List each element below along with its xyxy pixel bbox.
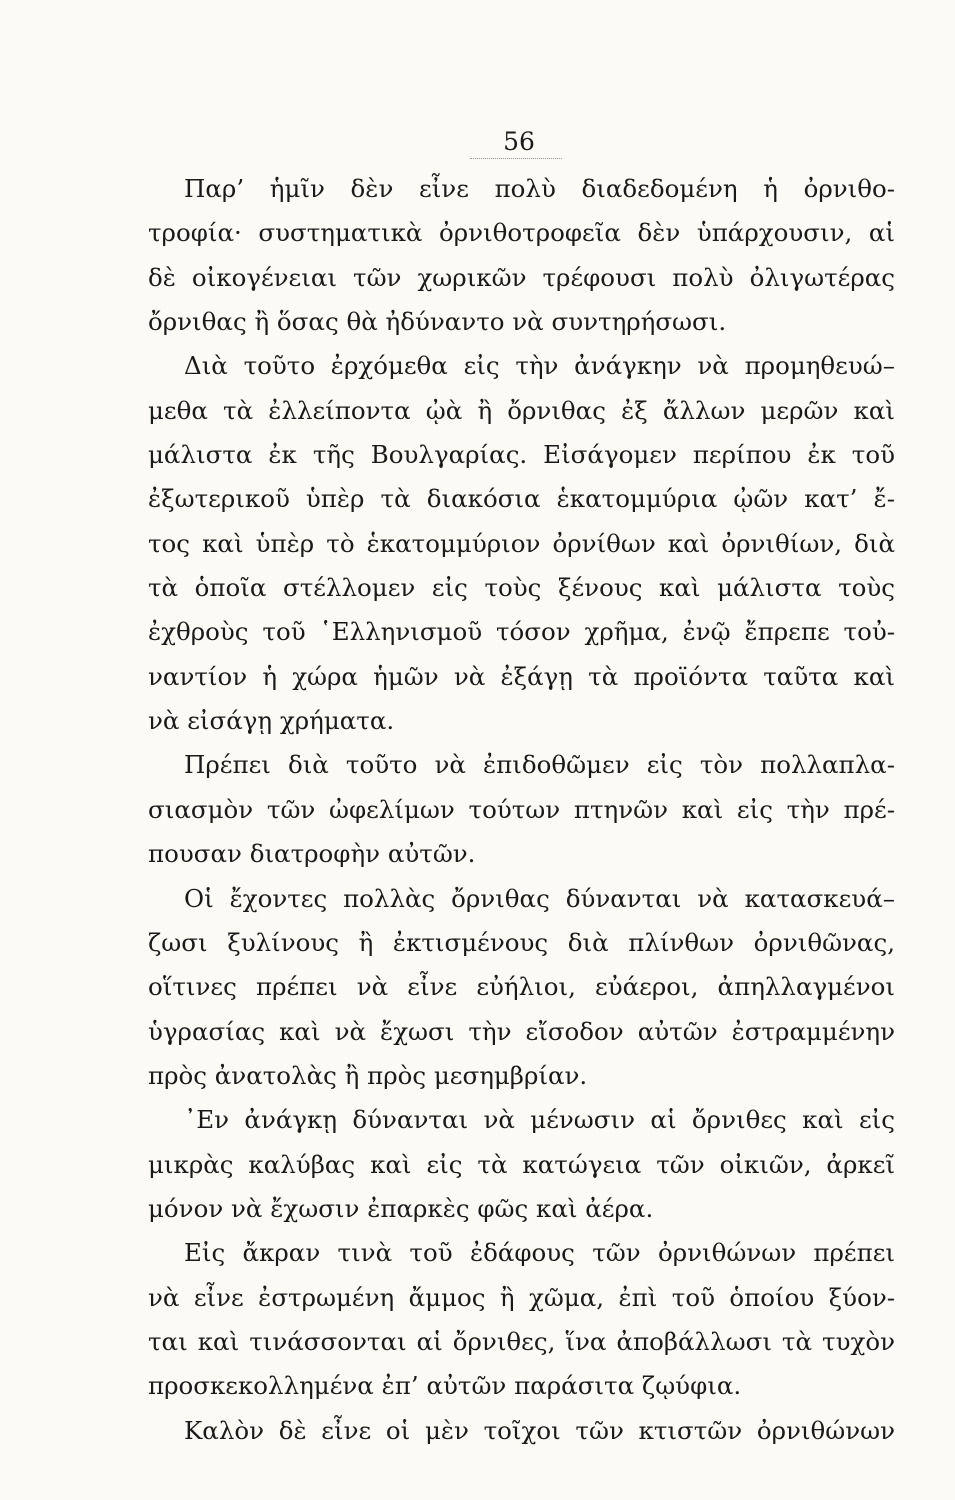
text-line: ται καὶ τινάσσονται αἱ ὄρνιθες, ἵνα ἀποβάλλωσι τὰ τυχὸν: [148, 1326, 895, 1356]
text-line: ἐχθροὺς τοῦ ῾Ελληνισμοῦ τόσον χρῆμα, ἐνῷ ἔπρεπε τοὐ-: [148, 617, 895, 647]
text-line: ὄρνιθας ἢ ὅσας θὰ ἠδύναντο νὰ συντηρήσωσι.: [148, 307, 727, 337]
text-line: προσκεκολλημένα ἐπ’ αὐτῶν παράσιτα ζῳύφια.: [148, 1371, 742, 1401]
text-line: Διὰ τοῦτο ἐρχόμεθα εἰς τὴν ἀνάγκην νὰ προμηθευώ–: [184, 351, 895, 381]
text-line: μικρὰς καλύβας καὶ εἰς τὰ κατώγεια τῶν οἰκιῶν, ἀρκεῖ: [148, 1149, 895, 1179]
text-line: ᾿Εν ἀνάγκῃ δύνανται νὰ μένωσιν αἱ ὄρνιθες καὶ εἰς: [184, 1105, 895, 1135]
page-number: 56: [503, 127, 535, 156]
text-line: νὰ εἰσάγῃ χρήματα.: [148, 706, 395, 736]
text-line: Οἱ ἔχοντες πολλὰς ὄρνιθας δύνανται νὰ κατασκευά–: [184, 883, 895, 913]
text-line: Πρέπει διὰ τοῦτο νὰ ἐπιδοθῶμεν εἰς τὸν πολλαπλα-: [184, 750, 895, 780]
text-line: τος καὶ ὑπὲρ τὸ ἑκατομμύριον ὀρνίθων καὶ ὀρνιθίων, διὰ: [148, 528, 895, 558]
text-line: σιασμὸν τῶν ὠφελίμων τούτων πτηνῶν καὶ εἰς τὴν πρέ-: [148, 794, 895, 824]
text-line: πουσαν διατροφὴν αὐτῶν.: [148, 839, 476, 869]
text-line: πρὸς ἀνατολὰς ἢ πρὸς μεσημβρίαν.: [148, 1060, 588, 1090]
text-line: Καλὸν δὲ εἶνε οἱ μὲν τοῖχοι τῶν κτιστῶν ὀρνιθώνων: [184, 1415, 895, 1445]
text-line: μόνον νὰ ἔχωσιν ἐπαρκὲς φῶς καὶ ἀέρα.: [148, 1193, 654, 1223]
text-line: οἵτινες πρέπει νὰ εἶνε εὐήλιοι, εὐάεροι, ἀπηλλαγμένοι: [148, 972, 895, 1002]
text-line: Παρ’ ἡμῖν δὲν εἶνε πολὺ διαδεδομένη ἡ ὀρνιθο-: [184, 174, 895, 203]
text-line: δὲ οἰκογένειαι τῶν χωρικῶν τρέφουσι πολὺ ὀλιγωτέρας: [148, 262, 895, 292]
text-line: ζωσι ξυλίνους ἢ ἐκτισμένους διὰ πλίνθων ὀρνιθῶνας,: [148, 927, 895, 957]
text-line: μάλιστα ἐκ τῆς Βουλγαρίας. Εἰσάγομεν περίπου ἐκ τοῦ: [148, 440, 895, 470]
text-line: τροφία· συστηματικὰ ὀρνιθοτροφεῖα δὲν ὑπάρχουσιν, αἱ: [148, 218, 895, 248]
text-line: ναντίον ἡ χώρα ἡμῶν νὰ ἐξάγῃ τὰ προϊόντα ταῦτα καὶ: [148, 661, 895, 691]
text-line: νὰ εἶνε ἐστρωμένη ἄμμος ἢ χῶμα, ἐπὶ τοῦ ὁποίου ξύον-: [148, 1282, 895, 1312]
text-line: Εἰς ἄκραν τινὰ τοῦ ἐδάφους τῶν ὀρνιθώνων πρέπει: [184, 1238, 895, 1268]
text-line: ἐξωτερικοῦ ὑπὲρ τὰ διακόσια ἑκατομμύρια ᾠῶν κατ’ ἔ-: [148, 484, 895, 514]
page-number-rule: [470, 158, 562, 159]
text-line: μεθα τὰ ἐλλείποντα ᾠὰ ἢ ὄρνιθας ἐξ ἄλλων μερῶν καὶ: [148, 395, 895, 425]
text-line: τὰ ὁποῖα στέλλομεν εἰς τοὺς ξένους καὶ μάλιστα τοὺς: [148, 573, 895, 603]
text-line: ὑγρασίας καὶ νὰ ἔχωσι τὴν εἴσοδον αὐτῶν ἐστραμμένην: [148, 1016, 895, 1046]
body-text: [148, 167, 895, 1453]
